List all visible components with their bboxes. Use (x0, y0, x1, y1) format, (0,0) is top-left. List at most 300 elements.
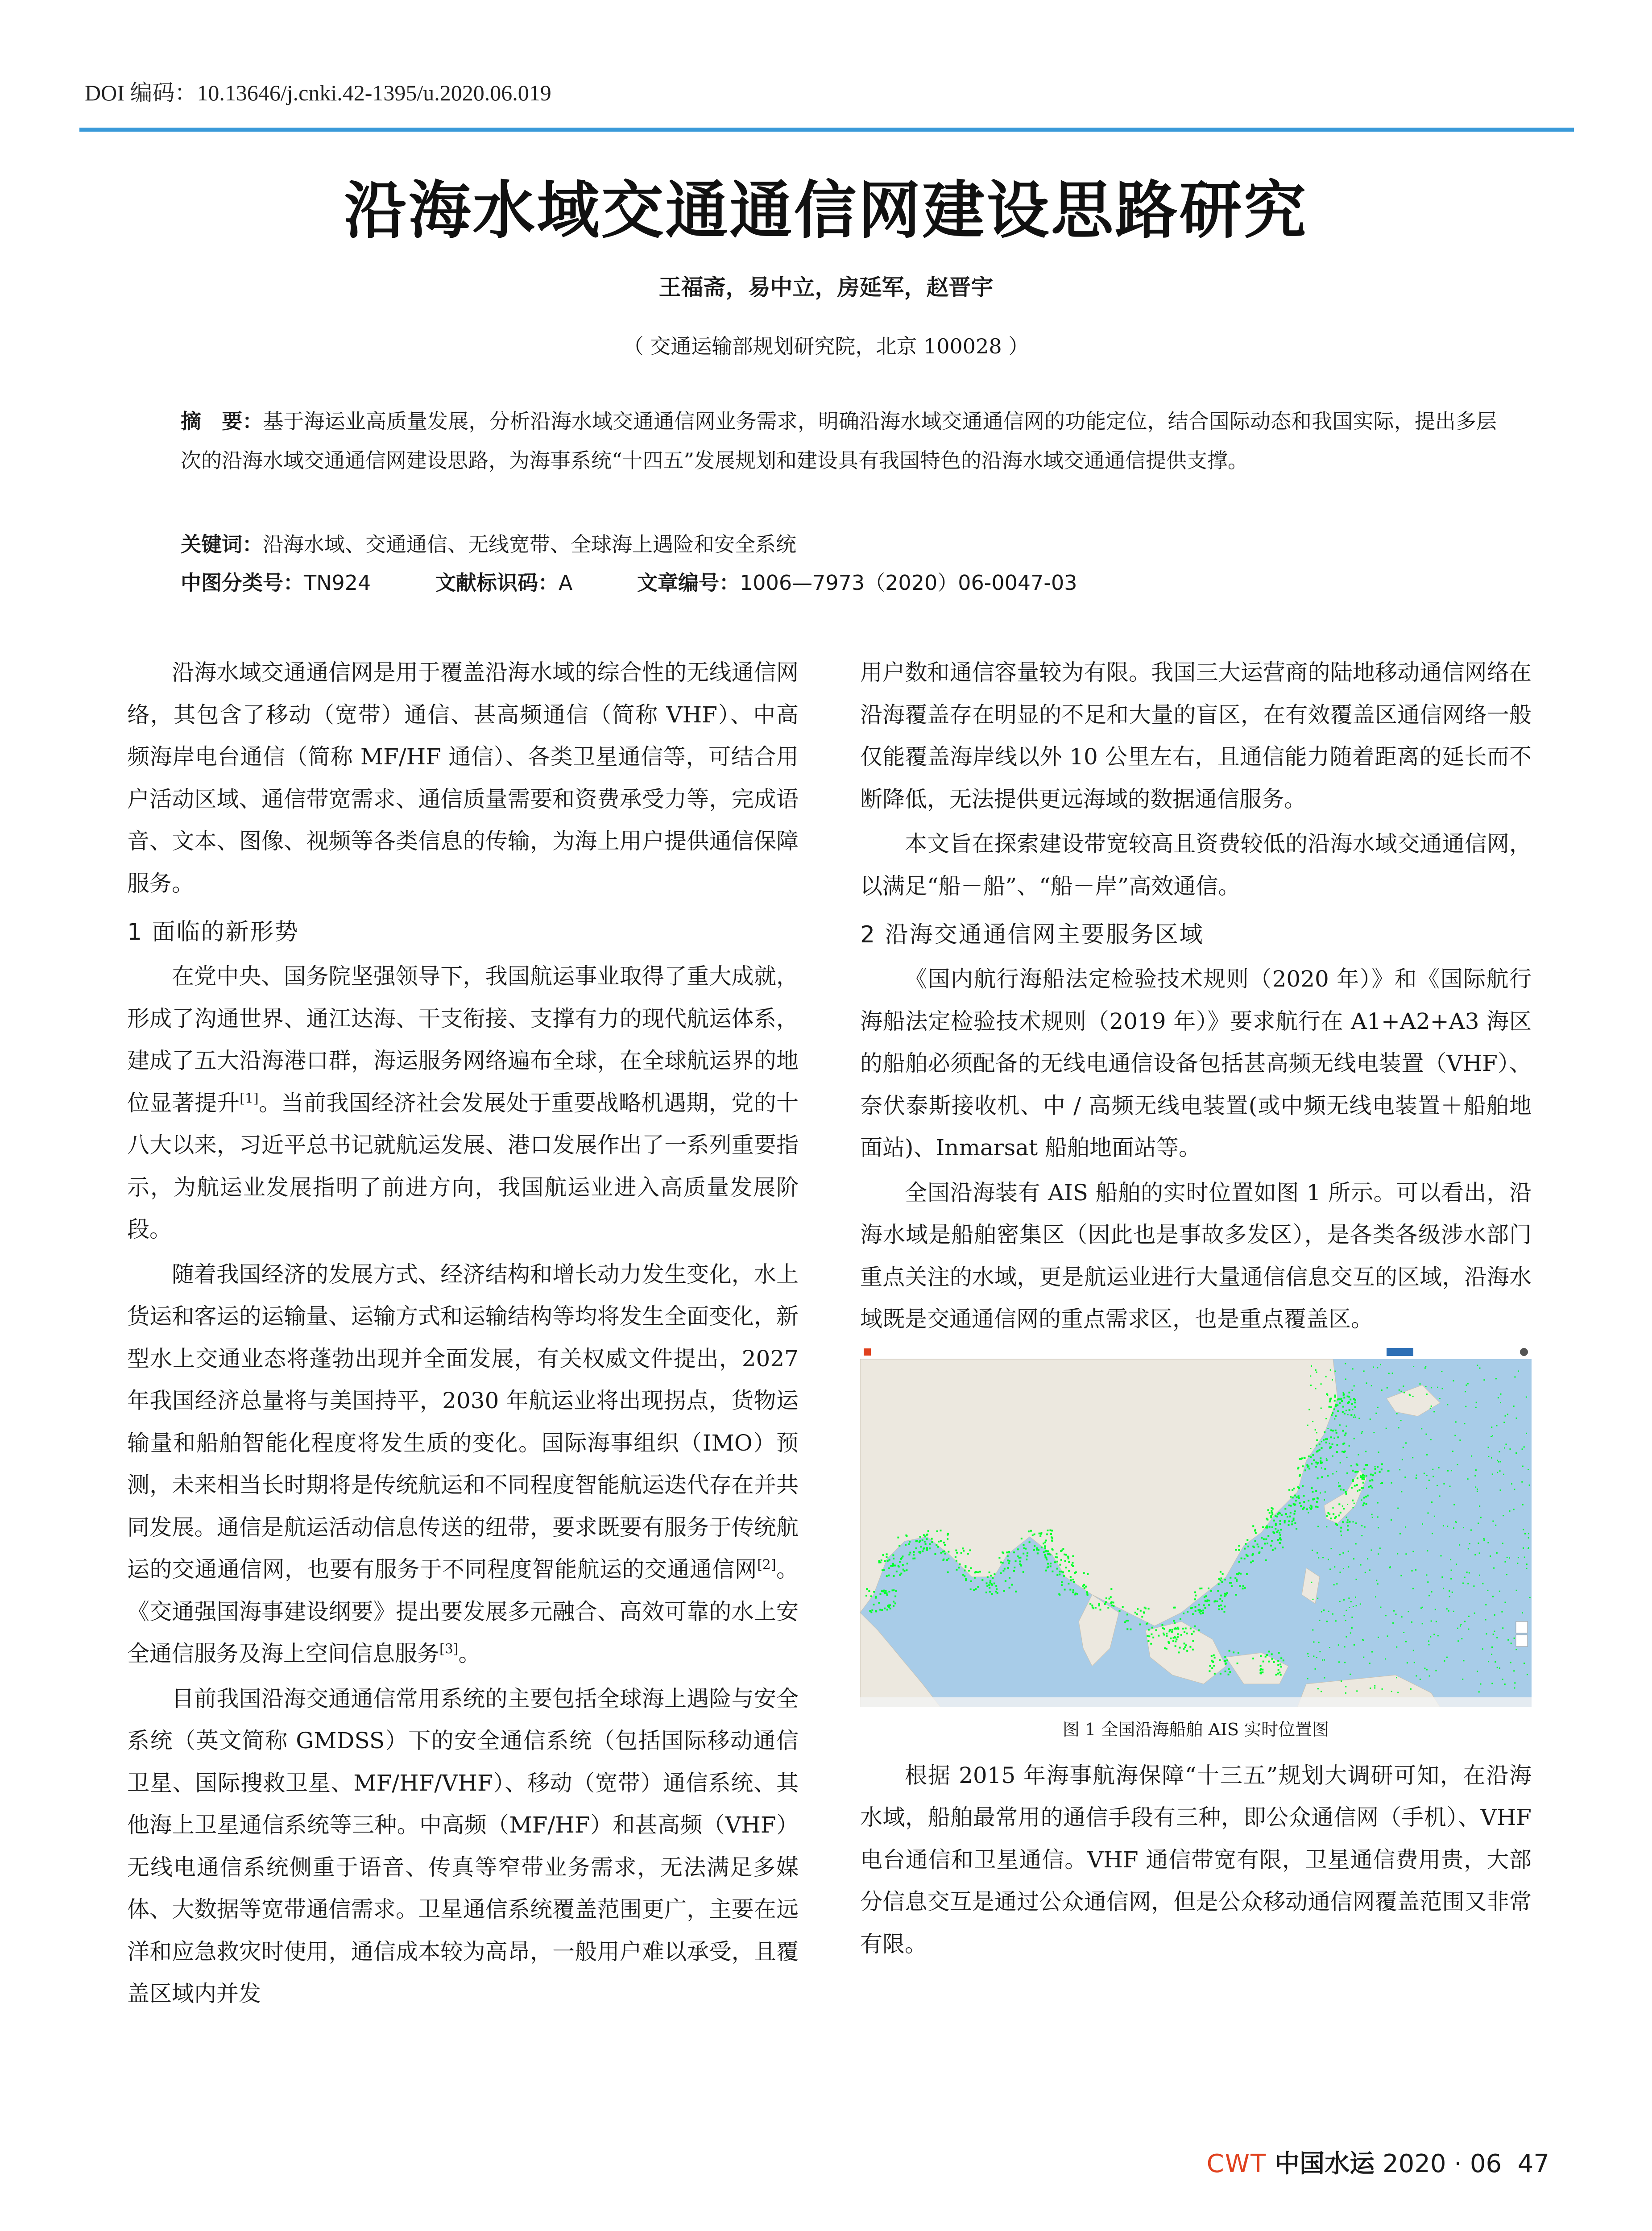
ais-dot (1349, 1409, 1350, 1411)
ais-dot (1361, 1535, 1362, 1536)
ais-dot (1176, 1638, 1177, 1640)
ais-dot (1175, 1640, 1176, 1642)
ais-dot (1509, 1510, 1510, 1511)
ais-dot (1319, 1651, 1321, 1652)
ais-dot (1495, 1524, 1496, 1526)
ais-dot (937, 1546, 939, 1547)
ais-dot (1338, 1514, 1340, 1516)
ais-dot (1362, 1431, 1363, 1432)
ais-dot (1204, 1596, 1205, 1598)
ais-dot (1347, 1504, 1348, 1505)
ais-dot (969, 1549, 971, 1551)
ais-dot (1341, 1534, 1342, 1536)
ais-dot (931, 1538, 933, 1539)
ais-dot (1000, 1561, 1002, 1563)
ais-dot (1002, 1562, 1004, 1563)
ais-dot (1208, 1600, 1210, 1601)
ais-dot (1072, 1555, 1074, 1557)
ais-dot (1059, 1573, 1060, 1575)
ais-dot (1224, 1611, 1226, 1613)
ais-dot (1350, 1601, 1352, 1602)
ais-dot (1391, 1482, 1392, 1483)
ais-dot (1396, 1677, 1397, 1678)
ais-dot (1330, 1518, 1332, 1519)
ais-dot (1412, 1588, 1414, 1589)
ais-dot (1266, 1518, 1267, 1519)
ais-dot (943, 1558, 944, 1560)
ais-dot (1253, 1546, 1255, 1548)
ais-dot (1288, 1504, 1290, 1506)
ais-dot (1177, 1636, 1179, 1638)
ais-dot (1370, 1473, 1372, 1475)
ais-dot (1147, 1622, 1148, 1624)
ais-dot (1342, 1411, 1344, 1413)
ais-dot (1388, 1373, 1390, 1374)
ais-dot (1194, 1598, 1196, 1600)
ais-dot (1474, 1475, 1476, 1476)
ais-dot (1065, 1567, 1067, 1568)
ais-dot (1365, 1451, 1366, 1452)
ais-dot (1275, 1547, 1276, 1549)
ais-dot (1019, 1560, 1021, 1562)
ais-dot (1350, 1398, 1351, 1400)
ais-dot (1279, 1534, 1281, 1536)
ais-dot (1513, 1670, 1515, 1671)
ais-dot (975, 1588, 977, 1590)
ais-dot (1479, 1552, 1480, 1554)
ais-dot (1513, 1406, 1515, 1407)
ais-dot (1340, 1511, 1341, 1513)
ais-dot (1513, 1509, 1515, 1510)
ais-dot (1529, 1484, 1530, 1485)
ais-dot (1343, 1397, 1345, 1398)
ais-dot (1045, 1557, 1047, 1559)
ais-dot (1374, 1687, 1375, 1688)
ais-dot (1363, 1502, 1365, 1504)
ais-dot (1477, 1671, 1478, 1672)
ais-dot (1469, 1543, 1470, 1544)
ais-dot (1224, 1660, 1226, 1662)
ais-dot (909, 1541, 911, 1543)
ais-dot (1343, 1394, 1345, 1396)
ais-dot (1340, 1530, 1341, 1532)
zoom-out-button[interactable] (1516, 1635, 1528, 1646)
ais-dot (1321, 1611, 1322, 1612)
ais-dot (1416, 1477, 1417, 1479)
ais-dot (1329, 1443, 1330, 1444)
ais-dot (1303, 1506, 1305, 1508)
ais-dot (1381, 1468, 1383, 1470)
ais-dot (1335, 1404, 1337, 1406)
ais-dot (1299, 1474, 1301, 1476)
ais-dot (1447, 1470, 1449, 1471)
ais-dot (1308, 1512, 1309, 1513)
ais-dot (1060, 1559, 1062, 1560)
abstract (181, 402, 1497, 480)
ais-dot (1430, 1636, 1431, 1637)
ais-dot (1363, 1497, 1365, 1498)
ais-dot (881, 1609, 883, 1611)
ais-dot (1220, 1594, 1222, 1596)
ais-dot (1175, 1637, 1176, 1638)
ais-dot (1061, 1584, 1063, 1586)
ais-dot (1050, 1533, 1052, 1534)
ais-dot (1198, 1609, 1200, 1611)
ais-dot (1322, 1557, 1324, 1558)
ais-dot (1343, 1442, 1345, 1444)
ais-dot (1422, 1606, 1423, 1608)
ais-dot (1516, 1417, 1517, 1418)
ais-dot (1505, 1561, 1506, 1562)
magazine-name: 中国水运 (1275, 2149, 1375, 2178)
ais-dot (1192, 1613, 1194, 1615)
ais-dot (882, 1569, 883, 1571)
ais-dot (896, 1570, 898, 1572)
ais-dot (1405, 1641, 1407, 1642)
ais-dot (962, 1547, 964, 1549)
abstract-text: 基于海运业高质量发展，分析沿海水域交通通信网业务需求，明确沿海水域交通通信网的功能定位，结合国际动态和我国实际，提出多层次的沿海水域交通通信网建设思路，为海事系统“十四五”发展规划和建设具有我国特色的沿海水域交通通信提供支撑。 (181, 409, 1497, 473)
ais-dot (1360, 1476, 1362, 1478)
ais-dot (1085, 1585, 1087, 1587)
ais-dot (1325, 1468, 1326, 1469)
ais-dot (1335, 1516, 1337, 1518)
ais-dot (1524, 1533, 1526, 1534)
ais-dot (938, 1540, 940, 1542)
ais-dot (1063, 1575, 1065, 1576)
ais-dot (919, 1540, 921, 1542)
ais-dot (1050, 1554, 1052, 1555)
ais-dot (1288, 1520, 1290, 1522)
ais-dot (1058, 1593, 1060, 1595)
ais-map-image (860, 1345, 1532, 1707)
ais-dot (1277, 1539, 1279, 1541)
ais-dot (1347, 1414, 1349, 1415)
ais-dot (1475, 1406, 1477, 1408)
ais-dot (1126, 1620, 1127, 1621)
ais-dot (1369, 1480, 1371, 1481)
ais-dot (1270, 1516, 1272, 1518)
ais-dot (1290, 1505, 1292, 1506)
ais-dot (1296, 1528, 1297, 1530)
ais-dot (1420, 1607, 1422, 1609)
ais-dot (1315, 1490, 1317, 1492)
ais-dot (1110, 1602, 1112, 1604)
ais-dot (1379, 1547, 1381, 1549)
ais-dot (1317, 1688, 1319, 1689)
ais-dot (948, 1551, 949, 1552)
ais-dot (903, 1568, 904, 1570)
ais-dot (895, 1590, 897, 1592)
ais-dot (1187, 1611, 1188, 1613)
ais-dot (1198, 1629, 1200, 1631)
ais-dot (1360, 1603, 1361, 1605)
ais-dot (1295, 1500, 1297, 1501)
ais-dot (1258, 1546, 1259, 1547)
ais-dot (1241, 1557, 1242, 1559)
ais-dot (1332, 1473, 1333, 1474)
ais-dot (899, 1574, 901, 1576)
ais-dot (1298, 1497, 1300, 1499)
ais-dot (1233, 1651, 1234, 1653)
ais-dot (994, 1573, 995, 1575)
ais-dot (995, 1585, 997, 1587)
ais-dot (1350, 1465, 1352, 1466)
doc-code (435, 567, 572, 596)
ais-dot (1279, 1523, 1281, 1525)
classification-line (181, 567, 1135, 596)
ais-dot (1497, 1472, 1498, 1473)
ais-dot (1479, 1505, 1480, 1507)
zoom-in-button[interactable] (1516, 1621, 1528, 1633)
ais-dot (1353, 1558, 1354, 1559)
ais-dot (1367, 1494, 1369, 1496)
article-number (637, 567, 1077, 596)
ais-dot (1396, 1646, 1397, 1647)
clc-label: 中图分类号： (181, 571, 304, 595)
map-user-icon (1520, 1348, 1528, 1356)
ais-dot (1310, 1456, 1312, 1458)
ais-dot (1258, 1552, 1260, 1554)
ais-dot (1284, 1508, 1286, 1509)
ais-dot (1492, 1520, 1494, 1522)
ais-dot (1400, 1575, 1402, 1576)
ais-dot (892, 1589, 894, 1591)
ais-dot (1412, 1551, 1414, 1552)
ais-dot (1424, 1667, 1425, 1669)
ais-dot (1346, 1425, 1347, 1427)
ais-dot (1431, 1620, 1432, 1621)
ais-dot (1334, 1566, 1335, 1568)
abstract-label: 摘 要： (181, 409, 263, 433)
ais-dot (1269, 1526, 1271, 1527)
ais-dot (1043, 1543, 1044, 1544)
ais-dot (1214, 1600, 1216, 1602)
ais-dot (987, 1576, 989, 1578)
ais-dot (1363, 1478, 1365, 1480)
ais-dot (1254, 1530, 1256, 1531)
ais-dot (1278, 1652, 1280, 1654)
ais-dot (882, 1554, 884, 1556)
ais-dot (1310, 1508, 1312, 1509)
ais-dot (1186, 1632, 1188, 1634)
ais-dot (1177, 1626, 1179, 1628)
ais-dot (1152, 1636, 1154, 1638)
ais-dot (1025, 1547, 1027, 1549)
ais-dot (1446, 1656, 1448, 1658)
keywords-label: 关键词： (181, 532, 263, 556)
ais-dot (875, 1597, 877, 1598)
ais-dot (1199, 1611, 1201, 1613)
ais-dot (1347, 1525, 1349, 1526)
ais-dot (1316, 1501, 1318, 1502)
ais-dot (1329, 1446, 1331, 1447)
ais-dot (1364, 1526, 1366, 1527)
ais-dot (1027, 1552, 1028, 1554)
ais-dot (1278, 1511, 1280, 1513)
ais-dot (1483, 1379, 1485, 1381)
ais-dot (1014, 1567, 1015, 1568)
ais-dot (1340, 1489, 1341, 1490)
ais-dot (1277, 1664, 1279, 1666)
ais-dot (1321, 1383, 1322, 1385)
ais-dot (1308, 1456, 1310, 1457)
ais-dot (1048, 1566, 1049, 1568)
ais-dot (898, 1566, 900, 1568)
ais-dot (1467, 1383, 1469, 1384)
ais-dot (1459, 1439, 1461, 1441)
ais-dot (1244, 1587, 1246, 1588)
ais-dot (1207, 1599, 1209, 1601)
ais-dot (1381, 1389, 1383, 1391)
ais-dot (892, 1554, 894, 1556)
ais-map-figure (860, 1345, 1532, 1707)
ais-dot (1236, 1573, 1238, 1575)
ais-dot (899, 1561, 901, 1563)
ais-dot (913, 1554, 915, 1555)
ais-dot (1332, 1455, 1333, 1456)
ais-dot (961, 1552, 962, 1554)
ais-dot (1287, 1516, 1288, 1518)
ais-dot (1352, 1479, 1354, 1480)
ais-dot (1217, 1590, 1219, 1592)
ais-dot (1415, 1569, 1416, 1570)
ais-dot (1455, 1521, 1456, 1522)
ais-dot (1428, 1512, 1429, 1514)
ais-dot (1403, 1385, 1404, 1387)
ais-dot (1312, 1499, 1314, 1500)
ais-dot (1061, 1581, 1063, 1583)
ais-dot (1493, 1634, 1494, 1635)
ais-dot (992, 1577, 994, 1579)
ais-dot (1497, 1667, 1498, 1668)
ais-dot (1333, 1408, 1335, 1410)
ais-dot (1034, 1545, 1035, 1547)
ais-dot (1056, 1556, 1058, 1558)
ais-dot (1134, 1611, 1136, 1613)
ais-dot (1374, 1685, 1375, 1686)
left-column (127, 651, 799, 2018)
ais-dot (1431, 1501, 1433, 1503)
ais-dot (1105, 1597, 1107, 1599)
ais-dot (1065, 1554, 1067, 1555)
ais-dot (1370, 1418, 1371, 1420)
ais-dot (1371, 1514, 1373, 1515)
ais-dot (1426, 1669, 1428, 1670)
ais-dot (1330, 1406, 1332, 1408)
ais-dot (1009, 1560, 1010, 1562)
ais-dot (1441, 1576, 1443, 1578)
ais-dot (1518, 1557, 1519, 1558)
affiliation: （ 交通运输部规划研究院，北京 100028 ） (623, 334, 1029, 358)
ais-dot (1345, 1620, 1346, 1621)
ais-dot (1050, 1565, 1052, 1567)
ais-dot (1510, 1448, 1511, 1450)
ais-dot (888, 1591, 890, 1592)
ais-dot (1488, 1661, 1489, 1662)
ais-dot (1507, 1556, 1508, 1558)
ais-dot (1358, 1418, 1360, 1419)
ais-dot (1324, 1677, 1325, 1678)
ais-dot (1224, 1595, 1226, 1597)
ais-dot (868, 1590, 870, 1592)
ais-dot (1362, 1638, 1363, 1640)
ais-dot (902, 1564, 904, 1566)
ais-dot (1302, 1508, 1304, 1510)
ais-dot (1332, 1412, 1333, 1414)
ais-dot (989, 1572, 990, 1573)
ais-dot (1521, 1481, 1523, 1482)
ais-dot (1246, 1554, 1247, 1555)
paragraph-5: 《国内航行海船法定检验技术规则（2020 年）》和《国际航行海船法定检验技术规则（2019 年）》要求航行在 A1+A2+A3 海区的船舶必须配备的无线电通信设备包括甚高频无线电装置（VHF）、奈伏泰斯接收机、中 / 高频无线电装置(或中频无线电装置＋船舶地面站)、Inmarsat 船舶地面站等。 (860, 966, 1532, 1161)
ais-dot (1039, 1535, 1041, 1537)
ais-dot (1009, 1577, 1010, 1579)
ais-dot (1495, 1378, 1497, 1379)
ais-dot (1478, 1691, 1480, 1692)
ais-dot (1321, 1441, 1322, 1442)
ais-dot (1357, 1490, 1358, 1492)
ais-dot (1507, 1414, 1508, 1415)
ais-dot (1381, 1482, 1383, 1484)
ais-dot (1342, 1430, 1344, 1431)
ais-dot (1109, 1597, 1110, 1599)
ais-dot (1173, 1620, 1175, 1621)
ais-dot (1302, 1465, 1304, 1467)
ais-dot (1523, 1529, 1524, 1530)
ais-dot (1222, 1573, 1224, 1575)
ais-dot (1433, 1411, 1435, 1412)
ais-dot (1346, 1609, 1347, 1611)
ais-dot (947, 1538, 948, 1540)
ais-dot (1504, 1447, 1505, 1448)
ais-dot (1434, 1515, 1435, 1517)
ais-dot (1266, 1654, 1268, 1656)
ais-dot (879, 1609, 881, 1610)
ais-dot (1266, 1526, 1268, 1528)
ais-dot (1526, 1396, 1527, 1397)
ais-dot (1430, 1439, 1432, 1440)
ais-dot (1433, 1476, 1434, 1477)
ais-dot (1148, 1635, 1150, 1637)
ais-dot (1503, 1422, 1505, 1423)
ais-dot (1391, 1519, 1392, 1520)
ais-dot (1422, 1623, 1423, 1624)
ais-dot (923, 1547, 925, 1549)
ais-dot (1416, 1675, 1417, 1676)
ais-dot (1477, 1489, 1478, 1490)
ais-dot (1297, 1468, 1299, 1469)
ais-dot (893, 1605, 894, 1607)
ais-dot (1171, 1631, 1173, 1633)
ais-dot (883, 1589, 885, 1591)
ais-dot (1403, 1632, 1404, 1633)
ais-dot (1054, 1561, 1056, 1563)
ais-dot (1338, 1661, 1340, 1663)
ais-dot (1438, 1467, 1440, 1468)
ais-dot (1284, 1522, 1286, 1523)
ais-dot (1310, 1385, 1312, 1386)
ais-dot (1191, 1633, 1193, 1635)
ais-dot (1453, 1504, 1455, 1505)
ais-dot (1327, 1394, 1328, 1396)
ais-dot (1190, 1627, 1192, 1629)
ais-dot (893, 1601, 894, 1602)
ais-dot (1264, 1543, 1266, 1544)
ais-dot (1192, 1640, 1194, 1642)
ais-dot (1391, 1691, 1392, 1692)
ais-dot (1476, 1402, 1477, 1403)
ais-dot (1453, 1610, 1454, 1612)
ais-dot (1302, 1485, 1304, 1487)
